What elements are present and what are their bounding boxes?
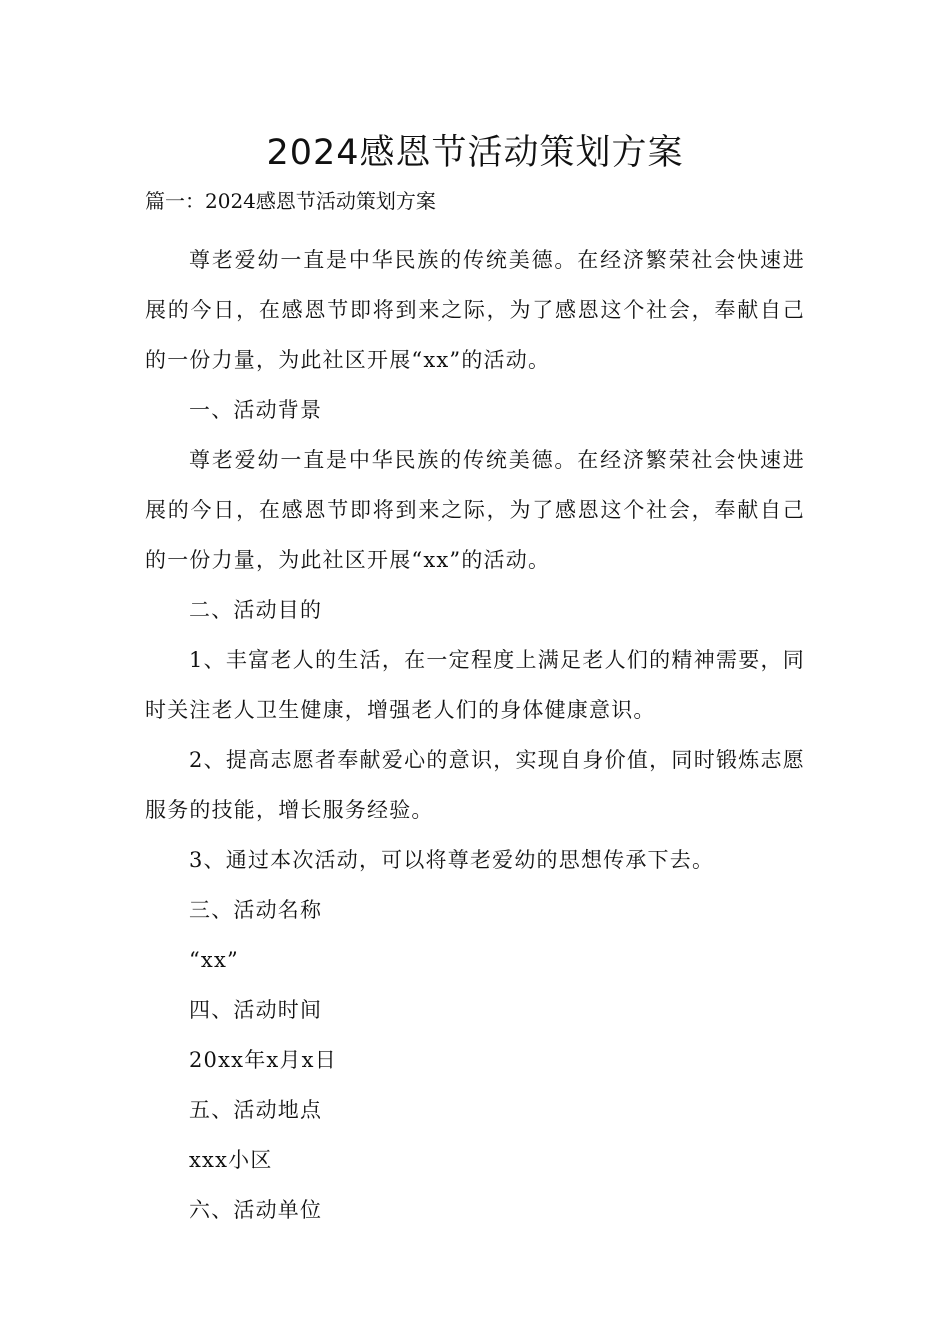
heading-background: 一、活动背景	[189, 398, 323, 422]
paragraph-intro: 尊老爱幼一直是中华民族的传统美德。在经济繁荣社会快速进展的今日，在感恩节即将到来之际，为了感恩这个社会，奉献自己的一份力量，为此社区开展“xx”的活动。	[145, 248, 805, 372]
heading-activity-time: 四、活动时间	[189, 998, 323, 1022]
document-body	[145, 235, 805, 1235]
heading-purpose: 二、活动目的	[189, 598, 323, 622]
paragraph-purpose-1: 1、丰富老人的生活，在一定程度上满足老人们的精神需要，同时关注老人卫生健康，增强老人们的身体健康意识。	[145, 648, 805, 722]
heading-activity-unit: 六、活动单位	[189, 1198, 323, 1222]
paragraph-activity-location: xxx小区	[189, 1148, 273, 1172]
paragraph-background: 尊老爱幼一直是中华民族的传统美德。在经济繁荣社会快速进展的今日，在感恩节即将到来之际，为了感恩这个社会，奉献自己的一份力量，为此社区开展“xx”的活动。	[145, 448, 805, 572]
paragraph-activity-time: 20xx年x月x日	[189, 1048, 337, 1072]
paragraph-activity-name: “xx”	[189, 948, 239, 972]
document-title: 2024感恩节活动策划方案	[266, 133, 684, 173]
paragraph-purpose-2: 2、提高志愿者奉献爱心的意识，实现自身价值，同时锻炼志愿服务的技能，增长服务经验。	[145, 748, 805, 822]
heading-activity-name: 三、活动名称	[189, 898, 323, 922]
heading-activity-location: 五、活动地点	[189, 1098, 323, 1122]
paragraph-purpose-3: 3、通过本次活动，可以将尊老爱幼的思想传承下去。	[189, 848, 715, 872]
document-subtitle: 篇一：2024感恩节活动策划方案	[145, 189, 436, 213]
